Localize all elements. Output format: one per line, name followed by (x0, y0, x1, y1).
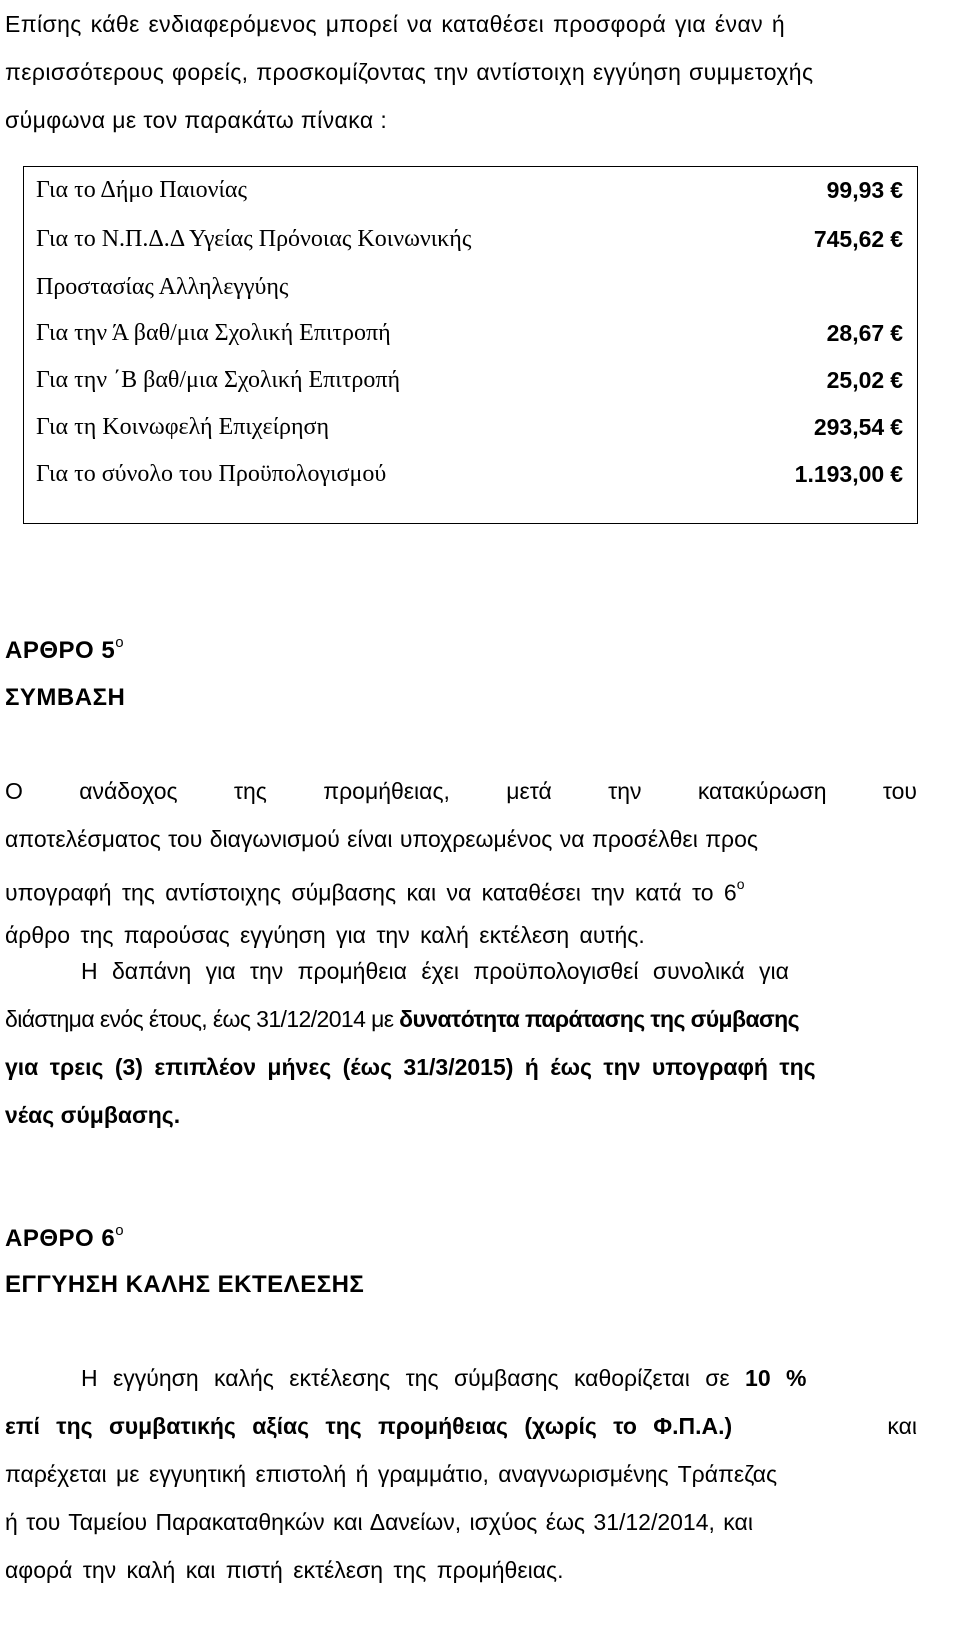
paragraph-line: ή του Ταμείου Παρακαταθηκών και Δανείων, ισχύος έως 31/12/2014, και (5, 1509, 753, 1535)
paragraph-line: άρθρο της παρούσας εγγύηση για την καλή εκτέλεση αυτής. (5, 922, 645, 948)
euro-icon: € (890, 177, 903, 203)
paragraph-word: ανάδοχος (79, 778, 178, 804)
intro-line: σύμφωνα με τον παρακάτω πίνακα : (5, 107, 388, 133)
row-label-continued: Προστασίας Αλληλεγγύης (36, 274, 289, 300)
paragraph-line: Η δαπάνη για την προμήθεια έχει προϋπολογισθεί συνολικά για (81, 958, 789, 984)
paragraph-line (5, 767, 917, 815)
row-amount: 293,54 € (813, 414, 903, 440)
euro-icon: € (890, 320, 903, 346)
paragraph-line: διάστημα ενός έτους, έως 31/12/2014 με δυνατότητα παράτασης της σύμβασης (5, 1006, 799, 1032)
article-6-subtitle: ΕΓΓΥΗΣΗ ΚΑΛΗΣ ΕΚΤΕΛΕΣΗΣ (5, 1271, 365, 1298)
paragraph-word: της (233, 778, 267, 804)
euro-icon: € (890, 461, 903, 487)
row-label: Για το Δήμο Παιονίας (36, 177, 247, 203)
paragraph-line: Η εγγύηση καλής εκτέλεσης της σύμβασης καθορίζεται σε 10 % (81, 1365, 807, 1391)
paragraph-line: νέας σύμβασης. (5, 1102, 181, 1128)
intro-line: περισσότερους φορείς, προσκομίζοντας την αντίστοιχη εγγύηση συμμετοχής (5, 59, 814, 85)
paragraph-word: την (608, 778, 642, 804)
row-amount: 1.193,00 € (794, 461, 903, 487)
paragraph-line: αποτελέσματος του διαγωνισμού είναι υποχρεωμένος να προσέλθει προς (5, 826, 759, 852)
paragraph-word: του (882, 778, 917, 804)
paragraph-word: προμήθειας, (323, 778, 450, 804)
intro-paragraph (5, 0, 950, 144)
row-label: Για τη Κοινωφελή Επιχείρηση (36, 414, 330, 440)
row-label: Για την ΄Β βαθ/μια Σχολική Επιτροπή (36, 367, 401, 393)
paragraph-line: για τρεις (3) επιπλέον μήνες (έως 31/3/2015) ή έως την υπογραφή της (5, 1054, 816, 1080)
row-amount: 25,02 € (826, 367, 903, 393)
article-6-paragraph-1 (5, 1354, 917, 1594)
row-amount: 99,93 € (826, 177, 903, 203)
paragraph-word: κατακύρωση (697, 778, 827, 804)
row-label: Για το σύνολο του Προϋπολογισμού (36, 461, 387, 487)
article-6-title: ΑΡΘΡΟ $6^o$ (5, 1222, 125, 1252)
intro-line: Επίσης κάθε ενδιαφερόμενος μπορεί να καταθέσει προσφορά για έναν ή (5, 11, 786, 37)
row-label: Για την Ά βαθ/μια Σχολική Επιτροπή (36, 320, 391, 346)
article-5-paragraph-1 (5, 767, 917, 959)
guarantee-table (23, 166, 918, 524)
paragraph-line: υπογραφή της αντίστοιχης σύμβασης και να καταθέσει την κατά το $6^o$ (5, 876, 745, 906)
euro-icon: € (890, 414, 903, 440)
euro-icon: € (890, 367, 903, 393)
row-label: Για το Ν.Π.Δ.Δ Υγείας Πρόνοιας Κοινωνικής (36, 226, 472, 252)
paragraph-word: μετά (506, 778, 552, 804)
euro-icon: € (890, 226, 903, 252)
paragraph-line: αφορά την καλή και πιστή εκτέλεση της προμήθειας. (5, 1557, 564, 1583)
article-5-paragraph-2 (5, 947, 917, 1139)
paragraph-line: παρέχεται με εγγυητική επιστολή ή γραμμάτιο, αναγνωρισμένης Τράπεζας (5, 1461, 778, 1487)
article-5-subtitle: ΣΥΜΒΑΣΗ (5, 684, 126, 711)
row-amount: 28,67 € (826, 320, 903, 346)
paragraph-line: επί της συμβατικής αξίας της προμήθειας (χωρίς το Φ.Π.Α.) και (5, 1413, 917, 1439)
paragraph-word: Ο (5, 778, 23, 804)
row-amount: 745,62 € (813, 226, 903, 252)
article-5-title: ΑΡΘΡΟ $5^o$ (5, 634, 125, 664)
